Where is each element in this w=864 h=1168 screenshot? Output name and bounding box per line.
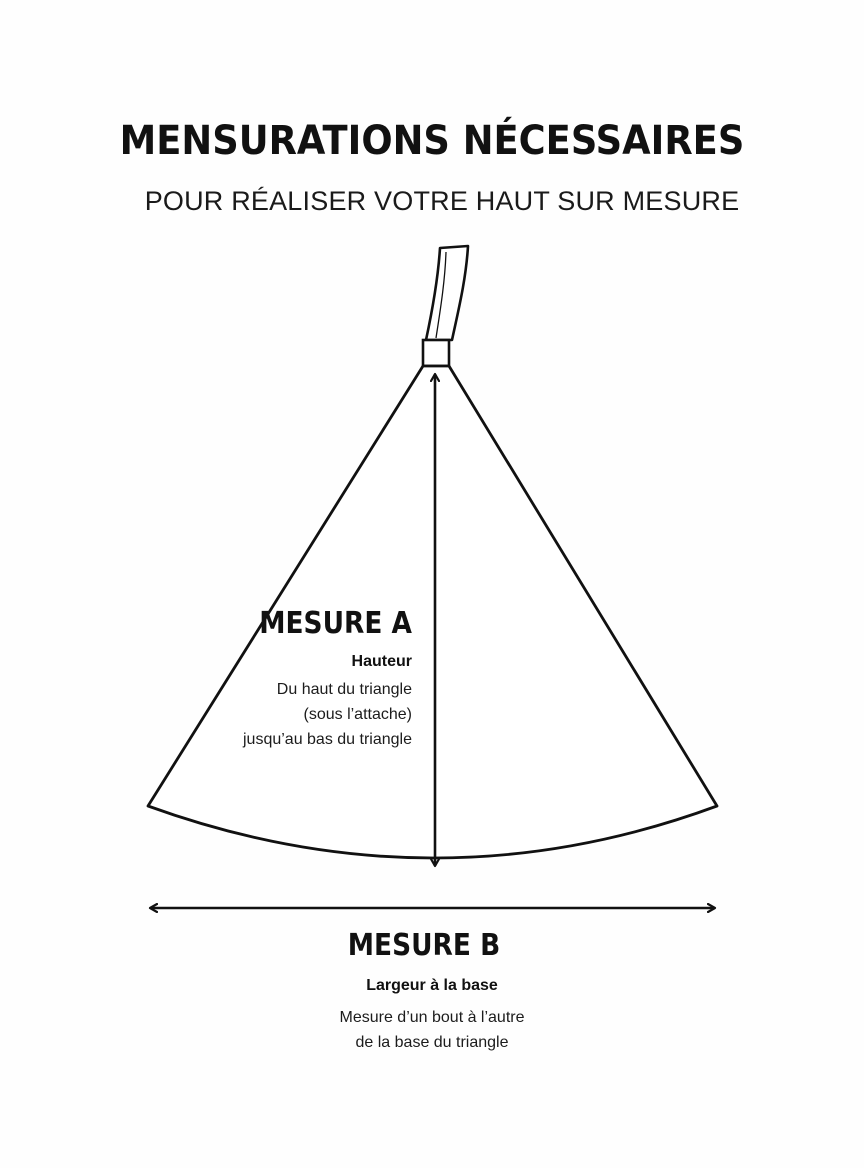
measure-a-desc-line: jusqu’au bas du triangle	[242, 731, 412, 748]
measure-b-description	[0, 1005, 864, 1055]
measure-b-name: Largeur à la base	[366, 977, 498, 994]
measure-b-desc-line: Mesure d’un bout à l’autre	[339, 1009, 525, 1026]
measure-a-label: MESURE A	[259, 606, 412, 641]
measure-b-desc-line: de la base du triangle	[355, 1034, 509, 1051]
diagram-title: MENSURATIONS NÉCESSAIRES	[119, 118, 745, 164]
measure-a-desc-line: Du haut du triangle	[276, 681, 412, 698]
measure-a-block	[152, 606, 412, 752]
diagram-subtitle: POUR RÉALISER VOTRE HAUT SUR MESURE	[144, 186, 740, 216]
measure-a-name: Hauteur	[351, 653, 412, 670]
measure-a-desc-line: (sous l’attache)	[303, 706, 412, 723]
measure-a-description	[152, 677, 412, 752]
measure-b-block	[0, 928, 864, 1055]
strap-clasp	[423, 340, 449, 366]
strap-shape	[426, 246, 468, 340]
measure-b-label: MESURE B	[347, 928, 501, 963]
